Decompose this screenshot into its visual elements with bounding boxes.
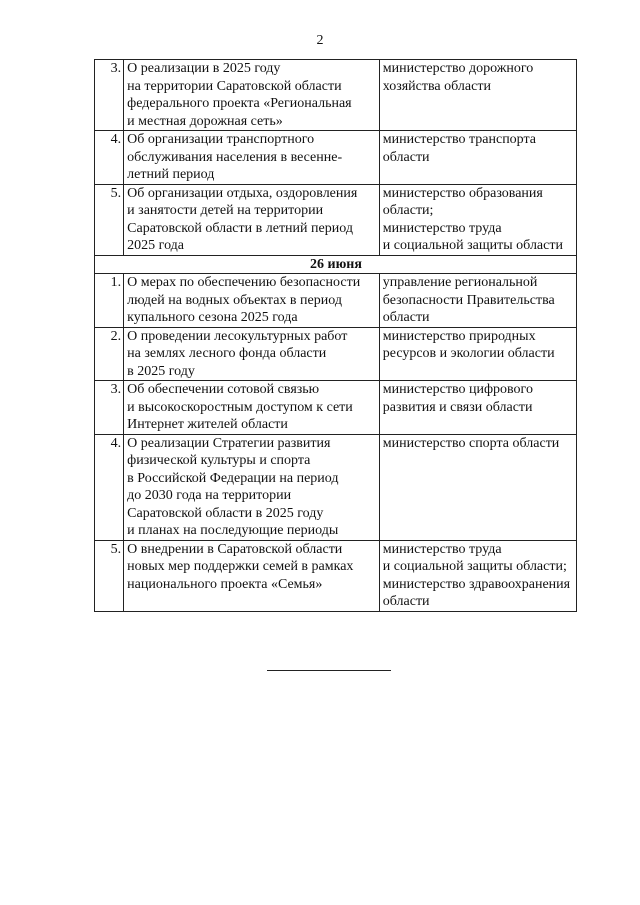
item-number: 5. (95, 540, 124, 611)
item-number: 1. (95, 274, 124, 328)
responsible-line: развития и связи области (382, 399, 533, 415)
responsible-line: ресурсов и экологии области (382, 346, 555, 361)
topic-line: до 2030 года на территории (127, 488, 292, 503)
responsible-line: министерство спорта области (382, 435, 560, 451)
item-responsible (379, 60, 576, 131)
table-row (95, 540, 577, 611)
responsible-line: и социальной защиты области (382, 238, 563, 253)
table-row (95, 274, 577, 328)
item-topic (124, 327, 380, 381)
item-number: 2. (95, 327, 124, 381)
responsible-line: области (382, 149, 430, 165)
topic-line: в 2025 году (127, 363, 195, 379)
topic-line: в Российской Федерации на период (127, 470, 339, 486)
topic-line: людей на водных объектах в период (127, 292, 342, 308)
page-number: 2 (316, 33, 324, 48)
item-responsible (379, 540, 576, 611)
table-row (95, 60, 577, 131)
topic-line: О проведении лесокультурных работ (127, 328, 348, 344)
responsible-line: министерство здравоохранения (382, 576, 571, 592)
table-row (95, 327, 577, 381)
item-responsible (379, 131, 576, 185)
item-topic (124, 434, 380, 540)
item-topic (124, 131, 380, 185)
responsible-line: министерство транспорта (382, 132, 536, 147)
topic-line: на территории Саратовской области (127, 78, 342, 94)
item-topic (124, 274, 380, 328)
topic-line: национального проекта «Семья» (127, 576, 323, 592)
topic-line: Об обеспечении сотовой связью (127, 382, 320, 397)
item-number: 3. (95, 60, 124, 131)
table-row (95, 184, 577, 255)
responsible-line: министерство дорожного (382, 61, 534, 76)
topic-line: О внедрении в Саратовской области (127, 541, 343, 557)
topic-line: на землях лесного фонда области (127, 346, 327, 361)
item-responsible (379, 434, 576, 540)
topic-line: Об организации отдыха, оздоровления (127, 185, 358, 201)
item-topic (124, 60, 380, 131)
responsible-line: министерство труда (382, 541, 502, 557)
responsible-line: министерство образования (382, 185, 543, 201)
topic-line: Об организации транспортного (127, 132, 315, 147)
item-number: 4. (95, 434, 124, 540)
item-responsible (379, 274, 576, 328)
item-topic (124, 540, 380, 611)
item-topic (124, 184, 380, 255)
topic-line: О реализации в 2025 году (127, 61, 281, 76)
responsible-line: управление региональной (382, 275, 538, 290)
item-topic (124, 381, 380, 435)
end-rule (267, 670, 391, 671)
responsible-line: министерство природных (382, 328, 536, 344)
item-responsible (379, 327, 576, 381)
topic-line: Саратовской области в летний период (127, 220, 353, 236)
topic-line: купального сезона 2025 года (127, 310, 298, 325)
section-date: 26 июня (95, 255, 577, 274)
topic-line: Саратовской области в 2025 году (127, 505, 324, 521)
topic-line: Интернет жителей области (127, 417, 288, 432)
responsible-line: хозяйства области (382, 78, 491, 94)
responsible-line: области (382, 310, 430, 325)
item-responsible (379, 381, 576, 435)
item-responsible (379, 184, 576, 255)
item-number: 5. (95, 184, 124, 255)
table-row (95, 131, 577, 185)
topic-line: и занятости детей на территории (127, 203, 324, 218)
section-date-row (95, 255, 577, 274)
responsible-line: безопасности Правительства (382, 292, 555, 308)
responsible-line: и социальной защиты области; (382, 559, 567, 574)
topic-line: федерального проекта «Региональная (127, 96, 352, 111)
topic-line: и местная дорожная сеть» (127, 113, 283, 129)
topic-line: и высокоскоростным доступом к сети (127, 399, 353, 415)
topic-line: и планах на последующие периоды (127, 523, 339, 538)
responsible-line: министерство труда (382, 220, 502, 236)
table-row (95, 434, 577, 540)
events-table (94, 59, 577, 612)
table-row (95, 381, 577, 435)
topic-line: новых мер поддержки семей в рамках (127, 559, 354, 574)
responsible-line: министерство цифрового (382, 382, 533, 397)
item-number: 3. (95, 381, 124, 435)
responsible-line: области; (382, 203, 434, 218)
topic-line: обслуживания населения в весенне- (127, 149, 343, 165)
responsible-line: области (382, 594, 430, 609)
topic-line: физической культуры и спорта (127, 453, 311, 468)
topic-line: О мерах по обеспечению безопасности (127, 275, 361, 290)
topic-line: летний период (127, 167, 215, 182)
item-number: 4. (95, 131, 124, 185)
topic-line: О реализации Стратегии развития (127, 435, 331, 451)
topic-line: 2025 года (127, 238, 184, 253)
